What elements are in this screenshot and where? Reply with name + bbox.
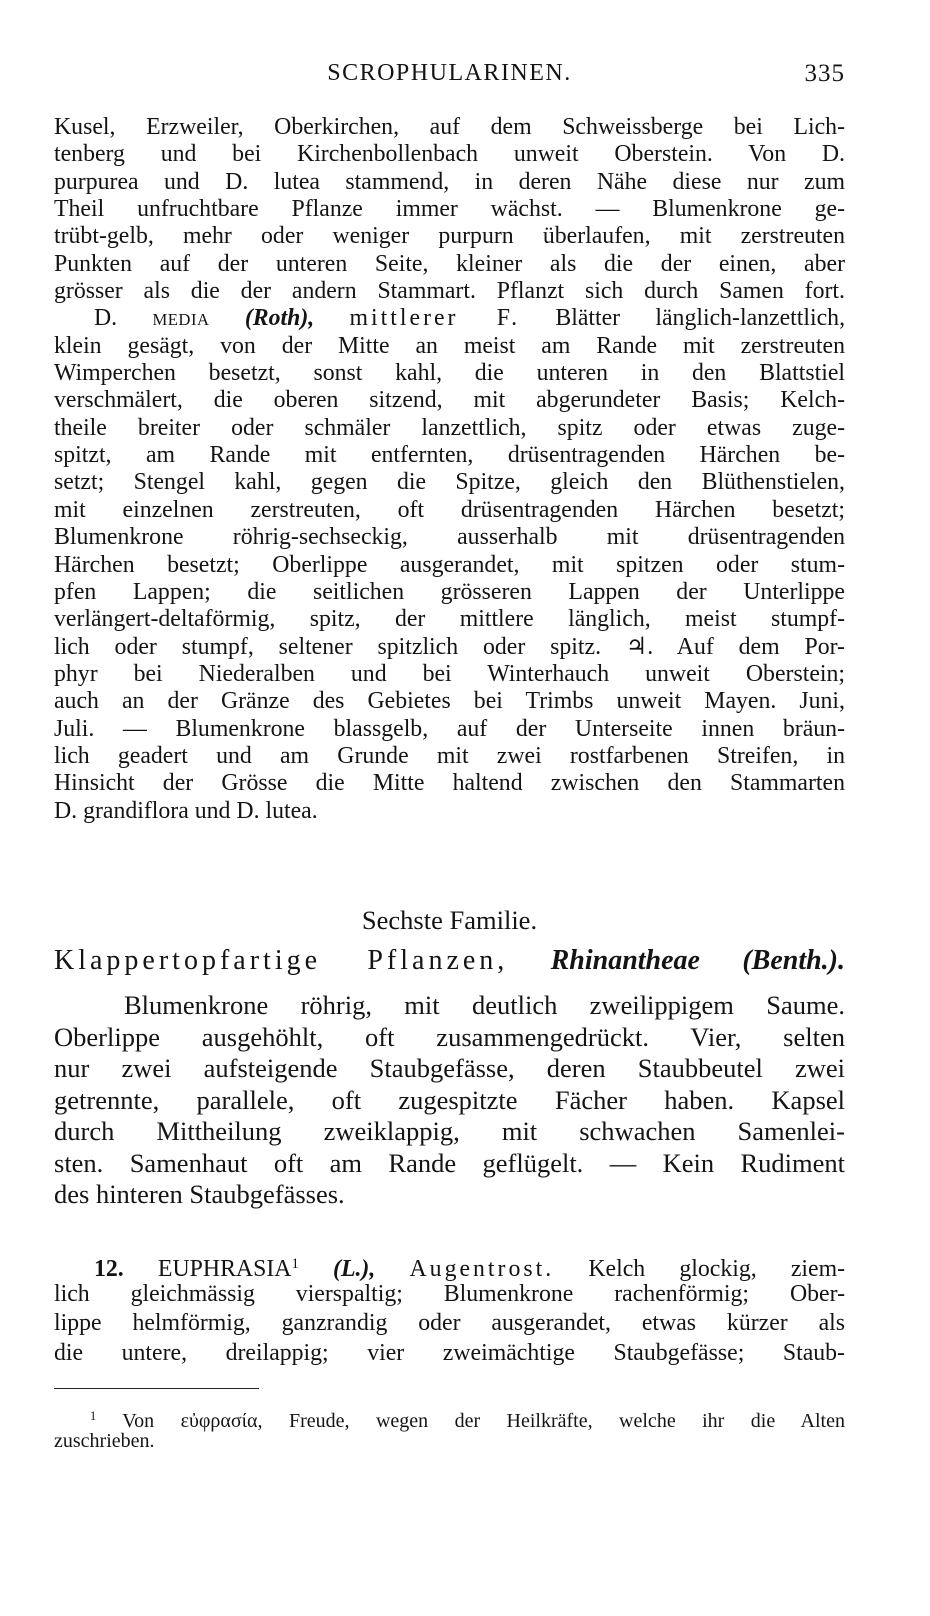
page-header xyxy=(54,56,845,92)
family-author: (Benth.). xyxy=(742,945,845,976)
family-name-heading xyxy=(54,944,845,978)
genus-author: (L.), xyxy=(333,1256,376,1283)
running-title: SCROPHULARINEN. xyxy=(327,60,572,86)
text-line: die untere, dreilappig; vier zweimächtige Staubgefässe; Staub- xyxy=(54,1339,845,1366)
text-line: setzt; Stengel kahl, gegen die Spitze, gleich den Blüthenstielen, xyxy=(54,469,845,496)
text-line: theile breiter oder schmäler lanzettlich, spitz oder etwas zuge- xyxy=(54,414,845,441)
text-line: nur zwei aufsteigende Staubgefässe, deren Staubbeutel zwei xyxy=(54,1053,845,1083)
text-line: Punkten auf der unteren Seite, kleiner als die der einen, aber xyxy=(54,250,845,277)
text-line: Hinsicht der Grösse die Mitte haltend zwischen den Stammarten xyxy=(54,770,845,797)
family-number-heading: Sechste Familie. xyxy=(361,905,538,935)
footnote xyxy=(54,1404,845,1454)
family-name: Klappertopfartige Pflanzen, xyxy=(54,945,509,976)
text-line: lich gleichmässig vierspaltig; Blumenkrone rachenförmig; Ober- xyxy=(54,1280,845,1307)
text-line: Kusel, Erzweiler, Oberkirchen, auf dem Schweissberge bei Lich- xyxy=(54,114,845,140)
text-line: verlängert-deltaförmig, spitz, der mittlere länglich, meist stumpf- xyxy=(54,606,845,633)
text-line: spitzt, am Rande mit entfernten, drüsentragenden Härchen be- xyxy=(54,442,845,469)
footnote-divider xyxy=(54,1388,259,1389)
text-line: purpurea und D. lutea stammend, in deren Nähe diese nur zum xyxy=(54,168,845,195)
text-line: pfen Lappen; die seitlichen grösseren Lappen der Unterlippe xyxy=(54,578,845,605)
text-line: getrennte, parallele, oft zugespitzte Fächer haben. Kapsel xyxy=(54,1084,845,1115)
footnote-text: Von εὐφρασία, Freude, wegen der Heilkräfte, welche ihr die Alten xyxy=(122,1409,845,1432)
species-description-start: Blätter länglich-lanzettlich, xyxy=(555,305,846,332)
text-line: Juli. — Blumenkrone blassgelb, auf der Unterseite innen bräun- xyxy=(54,715,845,742)
footnote-line xyxy=(54,1404,845,1432)
text-line: Blumenkrone röhrig, mit deutlich zweilippigem Saume. xyxy=(124,990,845,1020)
text-line: klein gesägt, von der Mitte an meist am Rande mit zerstreuten xyxy=(54,332,845,359)
footnote-reference: 1 xyxy=(291,1256,299,1272)
family-latin-name: Rhinantheae xyxy=(550,945,700,976)
species-genus: D. xyxy=(94,305,118,332)
text-line: Theil unfruchtbare Pflanze immer wächst. — Blumenkrone ge- xyxy=(54,196,845,223)
text-line: auch an der Gränze des Gebietes bei Trimbs unweit Mayen. Juni, xyxy=(54,688,845,715)
text-line: D. grandiflora und D. lutea. xyxy=(54,797,318,824)
text-line: lippe helmförmig, ganzrandig oder ausgerandet, etwas kürzer als xyxy=(54,1310,845,1336)
paragraph-continued xyxy=(54,114,845,825)
text-line: trübt-gelb, mehr oder weniger purpurn überlaufen, mit zerstreuten xyxy=(54,223,845,250)
text-line: des hinteren Staubgefässes. xyxy=(54,1179,345,1209)
footnote-line: zuschrieben. xyxy=(54,1430,155,1452)
text-line: sten. Samenhaut oft am Rande geflügelt. — Kein Rudiment xyxy=(54,1147,845,1178)
page-number: 335 xyxy=(804,60,845,87)
text-line: durch Mittheilung zweiklappig, mit schwachen Samenlei- xyxy=(54,1116,845,1146)
genus-common-name: Augentrost. xyxy=(409,1256,555,1283)
text-line: lich oder stumpf, seltener spitzlich oder spitz. ♃. Auf dem Por- xyxy=(54,633,845,660)
footnote-mark: 1 xyxy=(90,1409,97,1423)
genus-name: EUPHRASIA xyxy=(157,1256,292,1283)
genus-heading-line xyxy=(54,1250,846,1283)
text-line: Blumenkrone röhrig-sechseckig, ausserhalb mit drüsentragenden xyxy=(54,524,845,551)
text-line: Härchen besetzt; Oberlippe ausgerandet, mit spitzen oder stum- xyxy=(54,551,845,578)
text-line: mit einzelnen zerstreuten, oft drüsentragenden Härchen besetzt; xyxy=(54,496,845,523)
species-heading-line xyxy=(54,305,845,332)
text-line: phyr bei Niederalben und bei Winterhauch unweit Oberstein; xyxy=(54,660,845,687)
text-line: grösser als die der andern Stammart. Pflanzt sich durch Samen fort. xyxy=(54,278,845,305)
family-description xyxy=(54,990,845,1211)
species-name: MEDIA xyxy=(152,310,210,330)
text-line: verschmälert, die oberen sitzend, mit abgerundeter Basis; Kelch- xyxy=(54,387,845,414)
text-line: Oberlippe ausgehöhlt, oft zusammengedrückt. Vier, selten xyxy=(54,1021,845,1052)
genus-number: 12. xyxy=(94,1256,124,1283)
text-line: Wimperchen besetzt, sonst kahl, die unteren in den Blattstiel xyxy=(54,360,845,387)
text-line: tenberg und bei Kirchenbollenbach unweit Oberstein. Von D. xyxy=(54,141,845,168)
genus-description-start: Kelch glockig, ziem- xyxy=(588,1256,846,1283)
genus-entry xyxy=(54,1250,845,1368)
text-line: lich geadert und am Grunde mit zwei rostfarbenen Streifen, in xyxy=(54,742,845,769)
species-author: (Roth), xyxy=(244,305,315,332)
species-common-name: mittlerer F. xyxy=(349,305,521,332)
